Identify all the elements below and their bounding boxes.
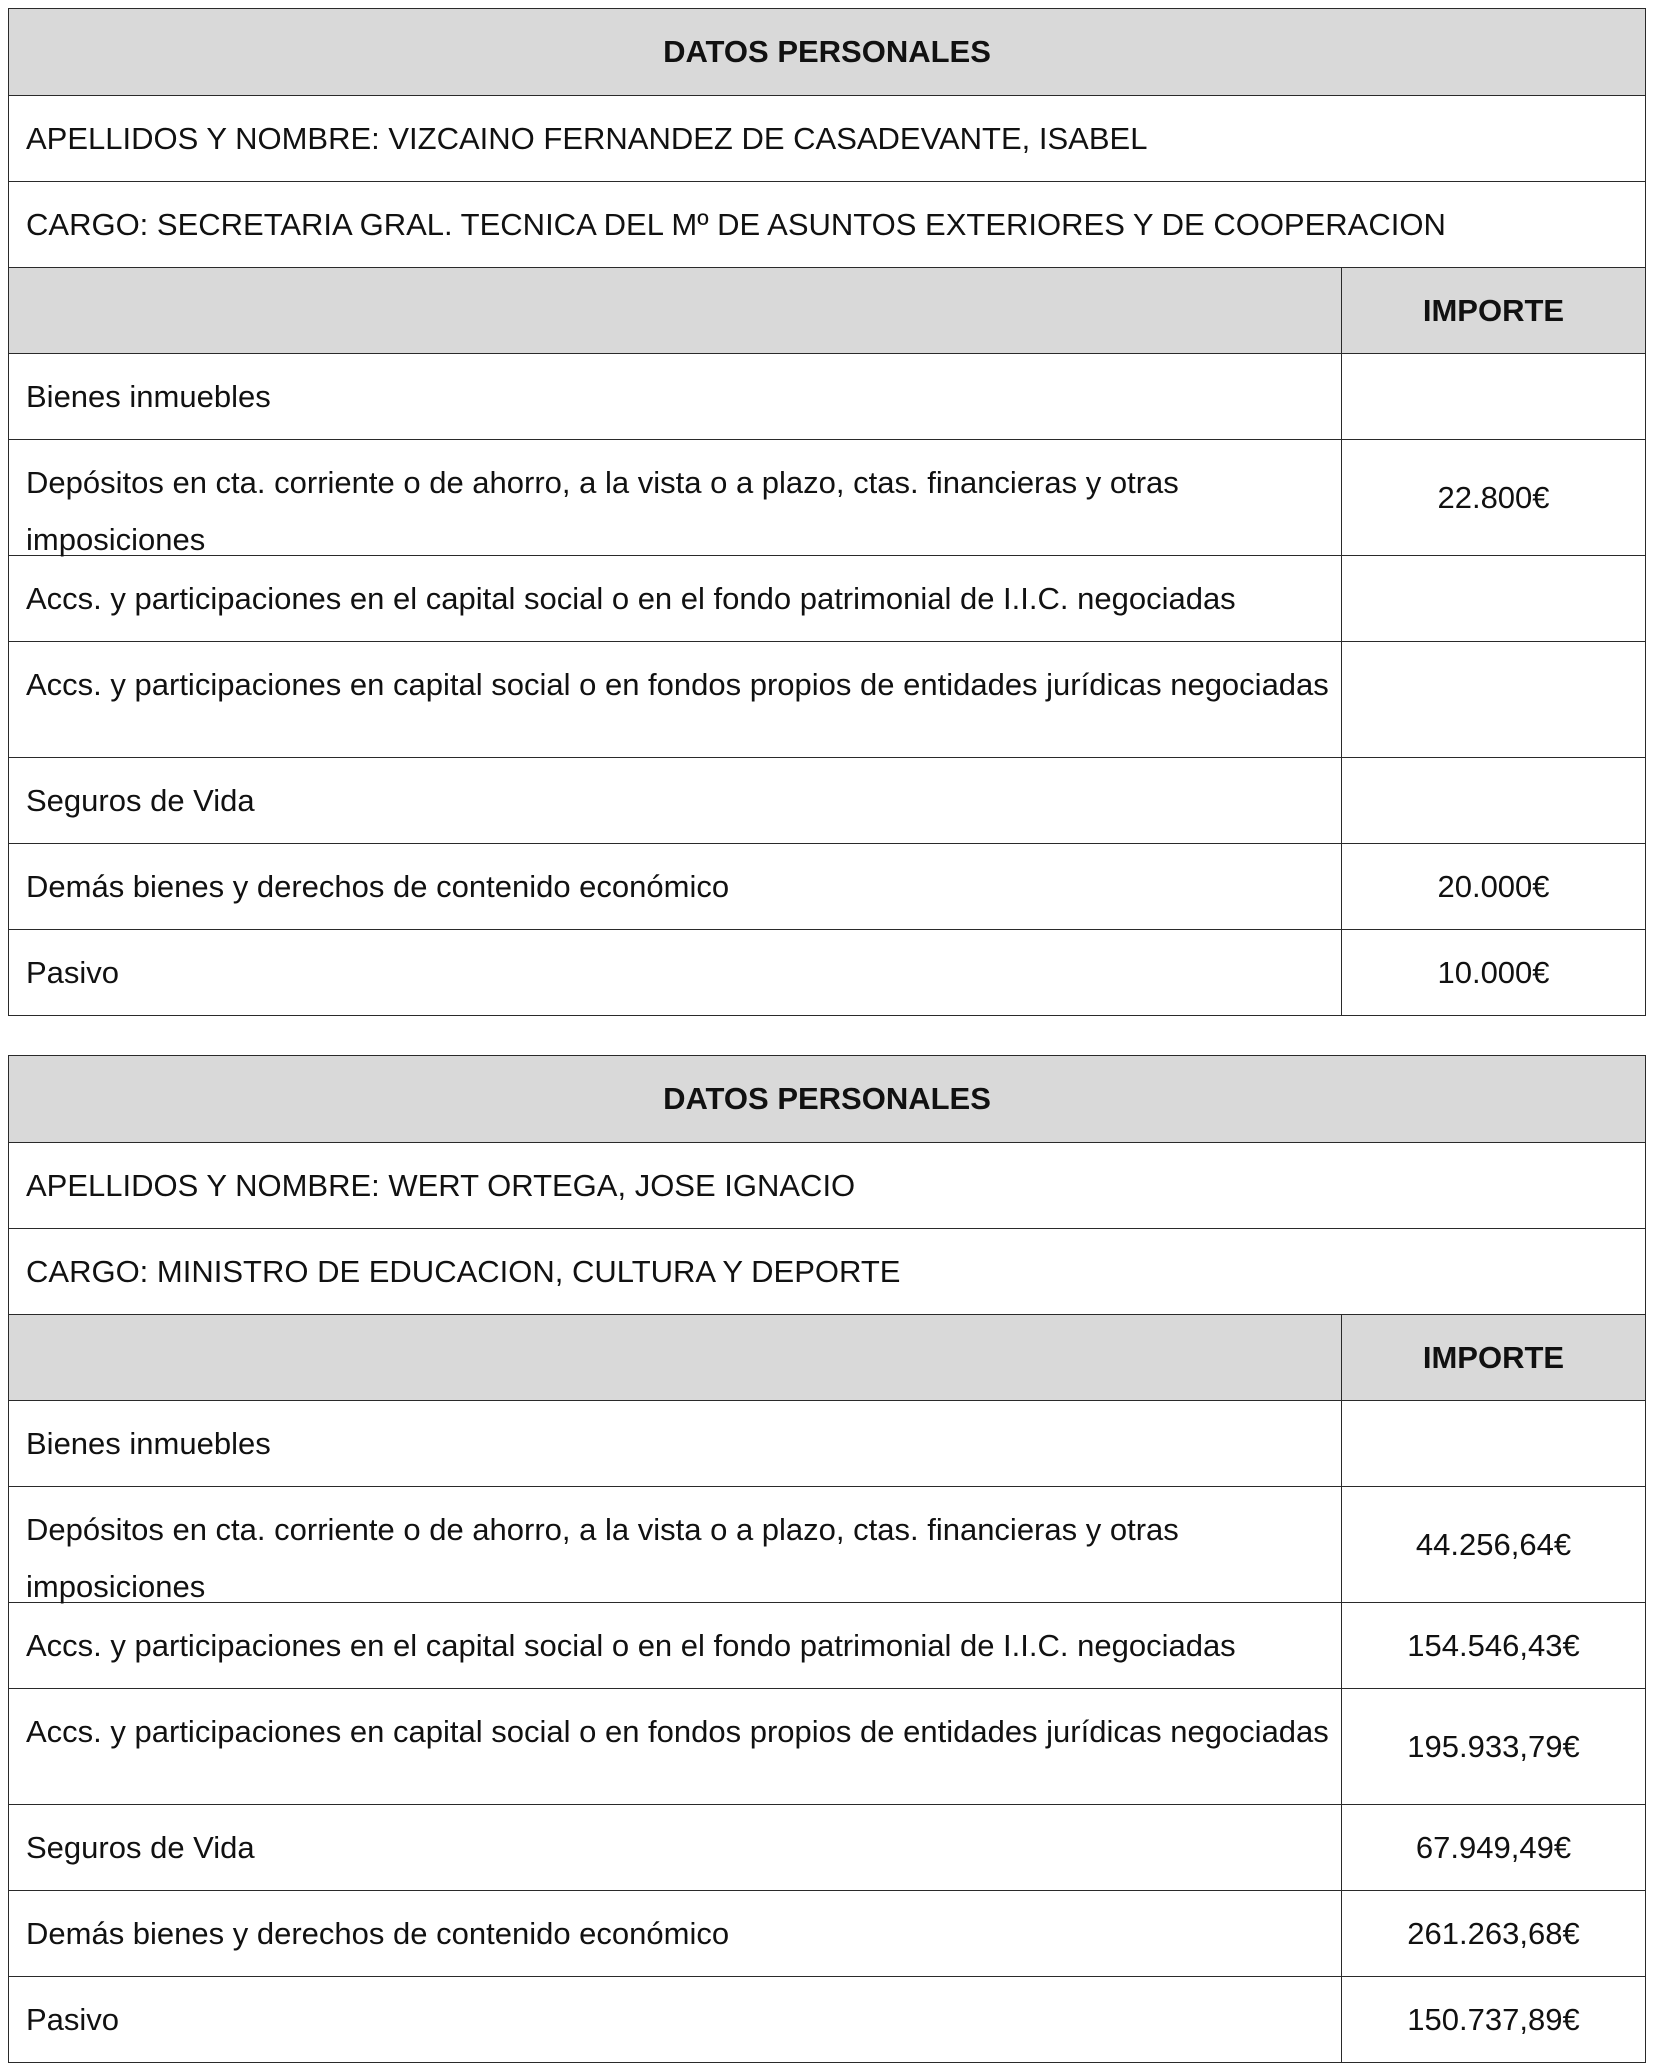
row-value: 261.263,68€ — [1407, 1915, 1580, 1951]
name-line: APELLIDOS Y NOMBRE: VIZCAINO FERNANDEZ DE CASADEVANTE, ISABEL — [9, 95, 1645, 181]
row-value: 44.256,64€ — [1415, 1526, 1572, 1562]
declaration-table-1 — [8, 8, 1646, 1016]
cargo-line: CARGO: MINISTRO DE EDUCACION, CULTURA Y DEPORTE — [9, 1228, 1645, 1314]
table-row — [9, 929, 1645, 1015]
row-label: Demás bienes y derechos de contenido económico — [9, 1891, 1342, 1976]
row-label: Accs. y participaciones en el capital social o en el fondo patrimonial de I.I.C. negociadas — [9, 1603, 1342, 1688]
column-header-label — [9, 1315, 1342, 1400]
row-value — [1342, 1401, 1645, 1486]
table-row — [9, 1602, 1645, 1688]
declaration-table-2 — [8, 1055, 1646, 2063]
table-title: DATOS PERSONALES — [9, 1056, 1645, 1142]
table-row — [9, 843, 1645, 929]
name-line: APELLIDOS Y NOMBRE: WERT ORTEGA, JOSE IGNACIO — [9, 1142, 1645, 1228]
column-header-importe: IMPORTE — [1422, 1339, 1565, 1375]
table-row — [9, 1890, 1645, 1976]
row-label: Seguros de Vida — [9, 1805, 1342, 1890]
row-value — [1342, 642, 1645, 757]
table-row — [9, 1976, 1645, 2062]
table-row — [9, 1804, 1645, 1890]
row-label: Accs. y participaciones en capital social o en fondos propios de entidades jurídicas negociadas — [9, 1689, 1342, 1804]
row-value: 22.800€ — [1437, 479, 1550, 515]
row-value — [1342, 556, 1645, 641]
row-label: Bienes inmuebles — [9, 354, 1342, 439]
cargo-line: CARGO: SECRETARIA GRAL. TECNICA DEL Mº DE ASUNTOS EXTERIORES Y DE COOPERACION — [9, 181, 1645, 267]
row-label: Bienes inmuebles — [9, 1401, 1342, 1486]
column-header-row — [9, 1314, 1645, 1400]
table-row — [9, 1688, 1645, 1804]
table-row — [9, 641, 1645, 757]
row-label: Pasivo — [9, 930, 1342, 1015]
table-row — [9, 757, 1645, 843]
column-header-importe: IMPORTE — [1422, 292, 1565, 328]
column-header-label — [9, 268, 1342, 353]
table-title: DATOS PERSONALES — [9, 9, 1645, 95]
table-row — [9, 1400, 1645, 1486]
row-value — [1342, 354, 1645, 439]
row-value: 150.737,89€ — [1407, 2001, 1580, 2037]
row-label: Demás bienes y derechos de contenido económico — [9, 844, 1342, 929]
row-value: 20.000€ — [1437, 868, 1550, 904]
table-row — [9, 353, 1645, 439]
row-value: 154.546,43€ — [1407, 1627, 1580, 1663]
table-row — [9, 439, 1645, 555]
row-value: 195.933,79€ — [1407, 1728, 1580, 1764]
row-value: 10.000€ — [1437, 954, 1550, 990]
row-label: Depósitos en cta. corriente o de ahorro, a la vista o a plazo, ctas. financieras y otras imposiciones — [9, 440, 1342, 555]
row-value: 67.949,49€ — [1415, 1829, 1572, 1865]
column-header-row — [9, 267, 1645, 353]
table-row — [9, 1486, 1645, 1602]
table-row — [9, 555, 1645, 641]
row-label: Accs. y participaciones en el capital social o en el fondo patrimonial de I.I.C. negociadas — [9, 556, 1342, 641]
row-label: Depósitos en cta. corriente o de ahorro, a la vista o a plazo, ctas. financieras y otras imposiciones — [9, 1487, 1342, 1602]
row-label: Pasivo — [9, 1977, 1342, 2062]
row-value — [1342, 758, 1645, 843]
row-label: Accs. y participaciones en capital social o en fondos propios de entidades jurídicas negociadas — [9, 642, 1342, 757]
row-label: Seguros de Vida — [9, 758, 1342, 843]
